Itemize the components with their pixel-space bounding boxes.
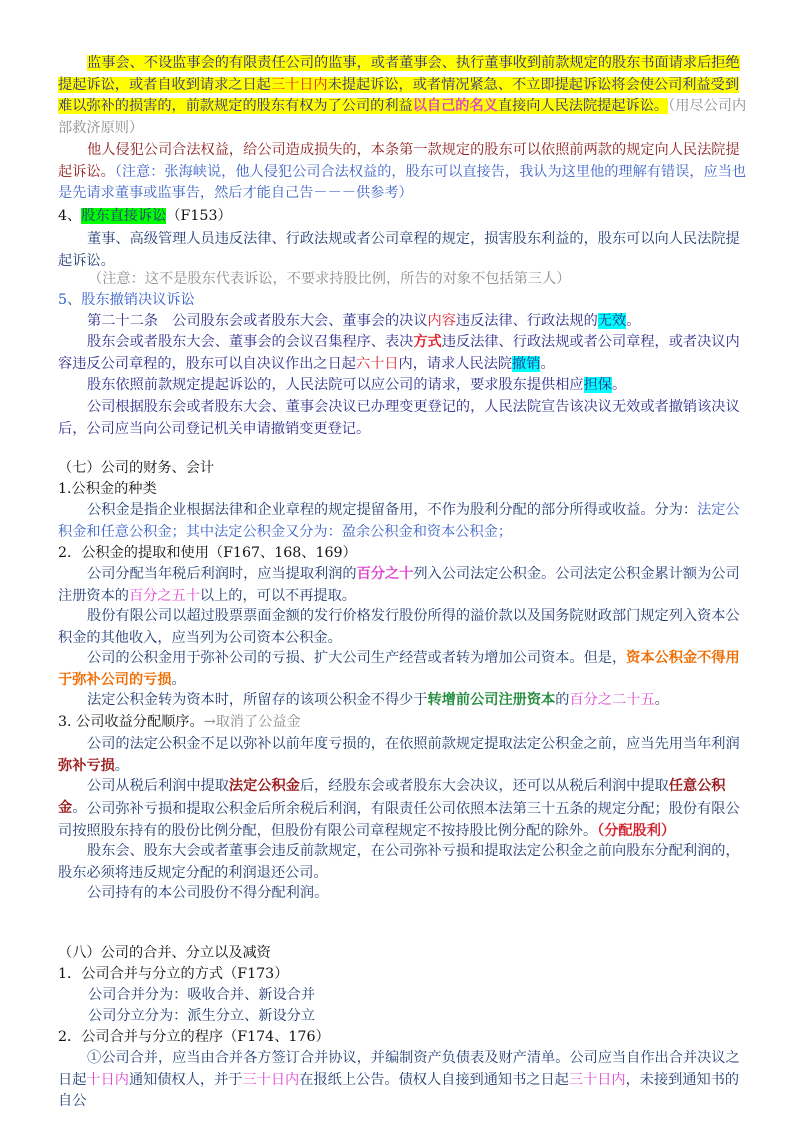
heading-distribution-order: 3. 公司收益分配顺序。→取消了公益金	[58, 714, 301, 730]
paragraph-reserve-use: 公司的公积金用于弥补公司的亏损、扩大公司生产经营或者转为增加公司资本。但是，资本公积金不得用于弥补公司的亏损。	[58, 650, 740, 688]
section-title-finance: （七）公司的财务、会计	[58, 460, 215, 476]
paragraph-derivative-suit-exhaustion: 监事会、不设监事会的有限责任公司的监事，或者董事会、执行董事收到前款规定的股东书面请求后拒绝提起诉讼，或者自收到请求之日起三十日内未提起诉讼，或者情况紧急、不立即提起诉讼将会使公司利益受到难以弥补的损害的，前款规定的股东有权为了公司的利益以自己的名义直接向人民法院提起诉讼。（用尽公司内部救济原则）	[58, 55, 747, 136]
paragraph-revocation-procedure: 股东会或者股东大会、董事会的会议召集程序、表决方式违反法律、行政法规或者公司章程，或者决议内容违反公司章程的，股东可以自决议作出之日起六十日内，请求人民法院撤销。	[58, 334, 740, 372]
heading-reserve-types: 1.公积金的种类	[58, 481, 157, 497]
section-title-merger: （八）公司的合并、分立以及减资	[58, 945, 271, 961]
heading-direct-suit: 4、股东直接诉讼（F153）	[58, 208, 232, 224]
paragraph-treasury-shares: 公司持有的本公司股份不得分配利润。	[87, 885, 329, 901]
paragraph-change-registration: 公司根据股东会或者股东大会、董事会决议已办理变更登记的，人民法院宣告该决议无效或者撤销该决议后，公司应当向公司登记机关申请撤销变更登记。	[58, 399, 740, 437]
paragraph-division-types: 公司分立分为：派生分立、新设分立	[88, 1008, 316, 1024]
paragraph-illegal-distribution: 股东会、股东大会或者董事会违反前款规定，在公司弥补亏损和提取法定公积金之前向股东分配利润的，股东必须将违反规定分配的利润退还公司。	[58, 843, 740, 881]
paragraph-security: 股东依照前款规定提起诉讼的，人民法院可以应公司的请求，要求股东提供相应担保。	[87, 377, 627, 393]
paragraph-merger-procedure: ①公司合并，应当由合并各方签订合并协议，并编制资产负债表及财产清单。公司应当自作出合并决议之日起十日内通知债权人，并于三十日内在报纸上公告。债权人自接到通知书之日起三十日内，未接到通知书的自公	[58, 1050, 740, 1110]
paragraph-discretionary-reserve: 公司从税后利润中提取法定公积金后，经股东会或者股东大会决议，还可以从税后利润中提取任意公积金。	[58, 778, 726, 816]
paragraph-third-party-infringement: 他人侵犯公司合法权益，给公司造成损失的，本条第一款规定的股东可以依照前两款的规定向人民法院提起诉讼。（注意：张海峡说，他人侵犯公司合法权益的，股东可以直接告，我认为这里他的理解有错误，应当也是先请求董事或监事告，然后才能自己告－－－供参考）	[58, 142, 747, 202]
paragraph-statutory-reserve: 公司分配当年税后利润时，应当提取利润的百分之十列入公司法定公积金。公司法定公积金累计额为公司注册资本的百分之五十以上的，可以不再提取。	[58, 566, 740, 604]
note-direct-suit: （注意：这不是股东代表诉讼，不要求持股比例，所告的对象不包括第三人）	[88, 271, 571, 287]
paragraph-reserve-types: 公积金是指企业根据法律和企业章程的规定提留备用，不作为股利分配的部分所得或收益。分为：法定公积金和任意公积金；其中法定公积金又分为：盈余公积金和资本公积金；	[58, 502, 740, 540]
paragraph-capital-reserve: 股份有限公司以超过股票票面金额的发行价格发行股份所得的溢价款以及国务院财政部门规定列入资本公积金的其他收入，应当列为公司资本公积金。	[58, 608, 740, 646]
heading-merger-methods: 1．公司合并与分立的方式（F173）	[58, 966, 289, 982]
paragraph-article-22: 第二十二条 公司股东会或者股东大会、董事会的决议内容违反法律、行政法规的无效。	[87, 313, 641, 329]
paragraph-make-up-losses: 公司的法定公积金不足以弥补以前年度亏损的，在依照前款规定提取法定公积金之前，应当先用当年利润弥补亏损。	[58, 736, 740, 774]
heading-revocation-suit: 5、股东撤销决议诉讼	[58, 292, 195, 308]
paragraph-profit-distribution: 公司弥补亏损和提取公积金后所余税后利润，有限责任公司依照本法第三十五条的规定分配；股份有限公司按照股东持有的股份比例分配，但股份有限公司章程规定不按持股比例分配的除外。（分配股利）	[58, 801, 740, 839]
heading-reserve-extraction: 2．公积金的提取和使用（F167、168、169）	[58, 545, 357, 561]
paragraph-merger-types: 公司合并分为：吸收合并、新设合并	[88, 987, 316, 1003]
paragraph-reserve-conversion: 法定公积金转为资本时，所留存的该项公积金不得少于转增前公司注册资本的百分之二十五。	[87, 692, 669, 708]
paragraph-direct-suit: 董事、高级管理人员违反法律、行政法规或者公司章程的规定，损害股东利益的，股东可以向人民法院提起诉讼。	[58, 231, 740, 269]
heading-merger-procedure: 2．公司合并与分立的程序（F174、176）	[58, 1029, 330, 1045]
